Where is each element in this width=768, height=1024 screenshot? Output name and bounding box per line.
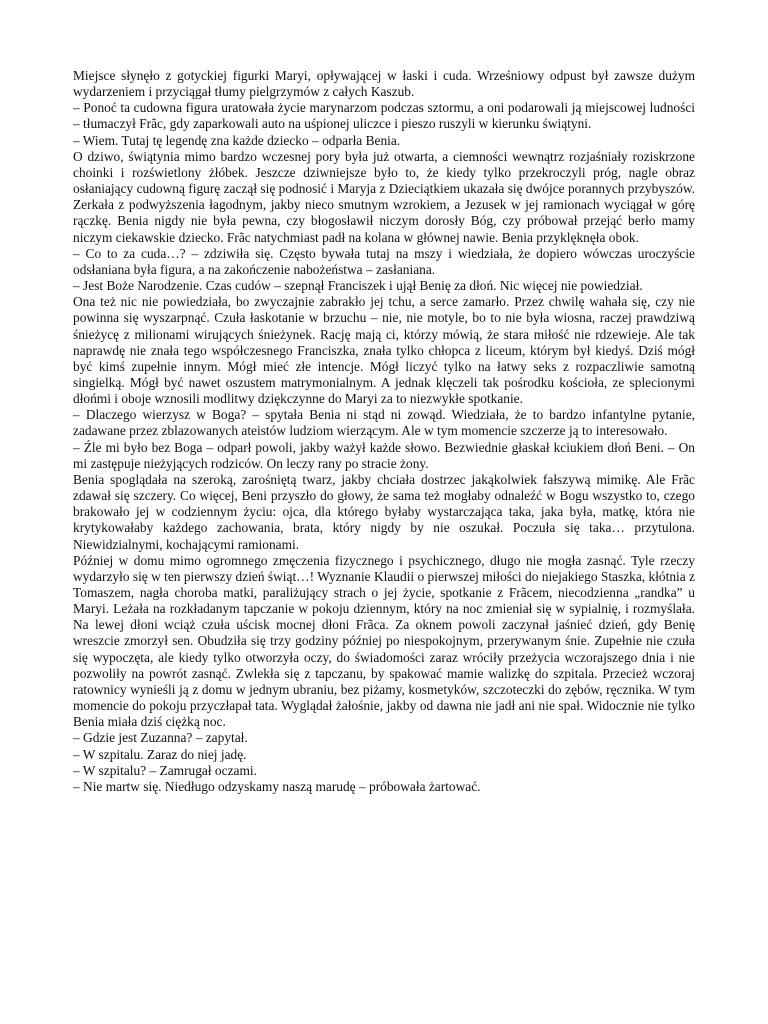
paragraph: – Ponoć ta cudowna figura uratowała życie marynarzom podczas sztormu, a oni podarowali ją miejscowej ludności – tłumaczył Frãc, gdy zaparkowali auto na uśpionej uliczce i pieszo ruszyli w kierunku świątyni. (73, 100, 695, 132)
paragraph: Ona też nic nie powiedziała, bo zwyczajnie zabrakło jej tchu, a serce zamarło. Przez chwilę wahała się, czy nie powinna się wyszarpnąć. Czuła łaskotanie w brzuchu – nie, nie motyle, bo to nie była wiosna, raczej prawdziwą śnieżycę z milionami wirujących śnieżynek. Rację mają ci, którzy mówią, że stara miłość nie rdzewieje. Ale tak naprawdę nie znała tego współczesnego Franciszka, znała tylko chłopca z liceum, którym był kiedyś. Dziś mógł być kimś zupełnie innym. Mógł mieć złe intencje. Mógł liczyć tylko na łatwy seks z rozpaczliwie samotną singielką. Mógł być nawet oszustem matrymonialnym. A jednak klęczeli tak pośrodku kościoła, ze splecionymi dłońmi i oboje wznosili modlitwy dziękczynne do Maryi za to niezwykłe spotkanie. (73, 294, 695, 407)
dialogue-line: – W szpitalu. Zaraz do niej jadę. (73, 746, 247, 762)
paragraph: – Wiem. Tutaj tę legendę zna każde dziecko – odparła Benia. (73, 132, 401, 148)
paragraph: – Co to za cuda…? – zdziwiła się. Często bywała tutaj na mszy i wiedziała, że dopiero wówczas uroczyście odsłaniana była figura, a na zakończenie nabożeństwa – zasłaniana. (73, 245, 695, 277)
paragraph: – Dlaczego wierzysz w Boga? – spytała Benia ni stąd ni zowąd. Wiedziała, że to bardzo infantylne pytanie, zadawane przez zblazowanych ateistów ludziom wierzącym. Ale w tym momencie szczerze ją to interesowało. (73, 407, 695, 439)
document-page (73, 68, 695, 795)
paragraph: – Źle mi było bez Boga – odparł powoli, jakby ważył każde słowo. Bezwiednie głaskał kciukiem dłoń Beni. – On mi zastępuje nieżyjących rodziców. On leczy rany po stracie żony. (73, 439, 695, 471)
dialogue-line: – Gdzie jest Zuzanna? – zapytał. (73, 730, 248, 746)
paragraph: Miejsce słynęło z gotyckiej figurki Maryi, opływającej w łaski i cuda. Wrześniowy odpust był zawsze dużym wydarzeniem i przyciągał tłumy pielgrzymów z całych Kaszub. (73, 68, 695, 100)
paragraph: Później w domu mimo ogromnego zmęczenia fizycznego i psychicznego, długo nie mogła zasnąć. Tyle rzeczy wydarzyło się w ten pierwszy dzień świąt…! Wyznanie Klaudii o pierwszej miłości do niejakiego Staszka, kłótnia z Tomaszem, nagła choroba matki, paraliżujący strach o jej życie, spotkanie z Frãcem, niecodzienna „randka” u Maryi. Leżała na rozkładanym tapczanie w pokoju dziennym, który na noc zmieniał się w sypialnię, i rozmyślała. Na lewej dłoni wciąż czuła uścisk mocnej dłoni Frãca. Za oknem powoli zaczynał jaśnieć dzień, gdy Benię wreszcie zmorzył sen. Obudziła się trzy godziny później po niespokojnym, przerywanym śnie. Zupełnie nie czuła się wypoczęta, ale kiedy tylko otworzyła oczy, do świadomości zaraz wróciły przeżycia wczorajszego dnia i nie pozwoliły na powrót zasnąć. Zwlekła się z tapczanu, by spakować mamie walizkę do szpitala. Przecież wczoraj ratownicy wynieśli ją z domu w jednym ubraniu, bez piżamy, kosmetyków, szczoteczki do zębów, ręcznika. W tym momencie do pokoju przyczłapał tata. Wyglądał żałośnie, jakby od dawna nie jadł ani nie spał. Widocznie nie tylko Benia miała dziś ciężką noc. (73, 552, 695, 730)
paragraph: – Jest Boże Narodzenie. Czas cudów – szepnął Franciszek i ujął Benię za dłoń. Nic więcej nie powiedział. (73, 278, 643, 294)
paragraph: O dziwo, świątynia mimo bardzo wczesnej pory była już otwarta, a ciemności wewnątrz rozjaśniały roziskrzone choinki i rozświetlony żłóbek. Jeszcze dziwniejsze było to, że kiedy tylko przekroczyli próg, nagle obraz osłaniający cudowną figurę zaczął się podnosić i Maryja z Dzieciątkiem ukazała się dwójce porannych przybyszów. Zerkała z podwyższenia łagodnym, jakby nieco smutnym wzrokiem, a Jezusek w jej ramionach wyciągał w górę rączkę. Benia nigdy nie była pewna, czy błogosławił niczym dorosły Bóg, czy próbował przejąć berło mamy niczym ciekawskie dziecko. Frãc natychmiast padł na kolana w głównej nawie. Benia przyklęknęła obok. (73, 148, 695, 245)
paragraph: Benia spoglądała na szeroką, zarośniętą twarz, jakby chciała dostrzec jakąkolwiek fałszywą mimikę. Ale Frãc zdawał się szczery. Co więcej, Beni przyszło do głowy, że sama też mogłaby odnaleźć w Bogu wszystko to, czego brakowało jej w codziennym życiu: ojca, dla którego byłaby wystarczająca taka, jaka była, matkę, która nie krytykowałaby każdego zachowania, brata, który nigdy by nie oszukał. Poczuła się taka… przytulona. Niewidzialnymi, kochającymi ramionami. (73, 471, 695, 552)
dialogue-line: – W szpitalu? – Zamrugał oczami. (73, 762, 257, 778)
dialogue-line: – Nie martw się. Niedługo odzyskamy naszą marudę – próbowała żartować. (73, 778, 481, 794)
